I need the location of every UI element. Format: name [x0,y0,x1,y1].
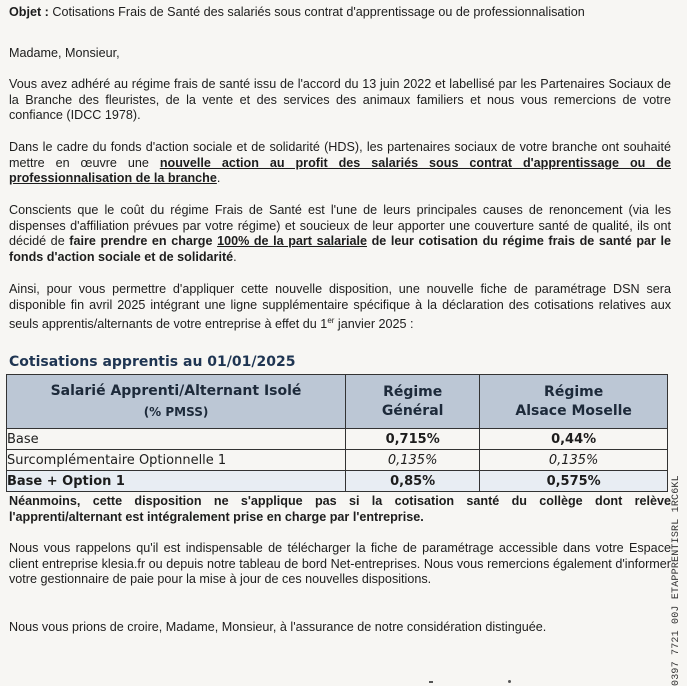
new-action-emphasis: nouvelle action au profit des salariés sous contrat d'apprentissage ou de professionnalisation de la branche [9,155,671,186]
paragraph-new-action [9,140,671,187]
subject-line [9,5,671,21]
row-label: Base [7,429,346,450]
row-general-value: 0,135% [346,450,480,471]
paragraph-exception: Néanmoins, cette disposition ne s'applique pas si la cotisation santé du collège dont relève l'apprenti/alternant est intégralement prise en charge par l'entreprise. [9,494,671,524]
scan-mark [508,680,511,683]
header-employee-type-sub: (% PMSS) [143,405,209,419]
header-general-line1: Régime [383,383,443,400]
coverage-bold-1: faire prendre en charge [69,234,218,249]
row-label: Surcomplémentaire Optionnelle 1 [7,450,346,471]
table-title: Cotisations apprentis au 01/01/2025 [9,354,296,370]
header-general-regime [346,375,480,429]
paragraph-dsn [9,282,671,333]
scan-mark [429,681,433,683]
table-row [7,471,668,492]
header-alsace-line2: Alsace Moselle [515,402,632,419]
table-row [7,450,668,471]
paragraph-new-action-text: Dans le cadre du fonds d'action sociale et de solidarité (HDS), les partenaires sociaux de votre branche ont souhaité mettre en œuvre une [9,140,671,170]
row-label: Base + Option 1 [7,471,346,492]
table-row [7,429,668,450]
paragraph-coverage-end: . [233,249,237,264]
header-employee-type-main: Salarié Apprenti/Alternant Isolé [50,383,302,399]
subject-label: Objet : [9,5,49,19]
header-alsace-line1: Régime [544,383,604,400]
contributions-table [6,374,668,492]
table-header-row [7,375,668,429]
coverage-bold-underline: 100% de la part salariale [217,234,367,249]
paragraph-new-action-end: . [216,171,221,186]
header-alsace-regime [480,375,668,429]
paragraph-dsn-text: Ainsi, pour vous permettre d'appliquer cette nouvelle disposition, une nouvelle fiche de paramétrage DSN sera disponible fin avril 2025 intégrant une ligne supplémentaire spécifique à la déclaration des cotisations relatives aux seuls apprentis/alternants de votre entreprise à effet du 1 [9,282,671,332]
row-alsace-value: 0,44% [480,429,668,450]
paragraph-dsn-end: janvier 2025 : [334,317,414,332]
row-alsace-value: 0,135% [480,450,668,471]
paragraph-membership: Vous avez adhéré au régime frais de santé issu de l'accord du 13 juin 2022 et labellisé par les Partenaires Sociaux de la Branche des fleuristes, de la vente et des services des animaux familiers et nous vous remercions de votre confiance (IDCC 1978). [9,77,671,123]
header-general-line2: Général [381,402,444,419]
header-employee-type [7,375,346,429]
paragraph-coverage-text: Conscients que le coût du régime Frais de Santé est l'une de leurs principales causes de renoncement (via les dispenses d'affiliation prévues par votre régime) et soucieux de leur apporter une couverture santé de qualité, ils ont décidé de [9,203,671,249]
paragraph-coverage [9,203,671,265]
coverage-bold-2: de leur cotisation du régime frais de santé par le fonds d'action sociale et de solidarité [9,234,671,264]
row-general-value: 0,85% [346,471,480,492]
row-alsace-value: 0,575% [480,471,668,492]
side-reference-code: 0397 7721 00J ETAPPRENTISRL 1RC6KL [671,475,682,686]
subject-text: Cotisations Frais de Santé des salariés sous contrat d'apprentissage ou de professionnalisation [48,5,585,19]
salutation: Madame, Monsieur, [9,46,120,60]
paragraph-closing: Nous vous prions de croire, Madame, Monsieur, à l'assurance de notre considération distinguée. [9,620,547,634]
paragraph-reminder: Nous vous rappelons qu'il est indispensable de télécharger la fiche de paramétrage accessible dans votre Espace client entreprise klesia.fr ou depuis notre tableau de bord Net-entreprises. Nous vous remercions également d'informer votre gestionnaire de paie pour la mise à jour de ces nouvelles dispositions. [9,541,671,587]
ordinal-superscript: er [327,316,335,326]
row-general-value: 0,715% [346,429,480,450]
